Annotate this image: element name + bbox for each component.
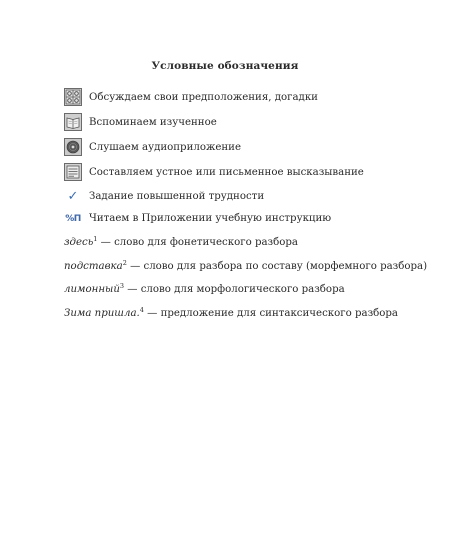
- legend-item-appendix: [64, 213, 331, 224]
- example-text: — слово для разбора по составу (морфемного разбора): [126, 261, 428, 272]
- example-word: подставка: [64, 261, 123, 272]
- legend-item-difficult: [64, 189, 264, 204]
- legend-text-discuss: Обсуждаем свои предположения, догадки: [89, 91, 318, 103]
- example-word: здесь: [64, 237, 94, 248]
- footnote-marker: 3: [119, 282, 125, 290]
- legend-item-audio: [64, 138, 241, 156]
- example-text: — предложение для синтаксического разбора: [143, 308, 398, 319]
- writing-lines-icon: [64, 163, 82, 181]
- footnote-marker: 4: [139, 306, 144, 314]
- app-link-icon: %П: [65, 213, 81, 224]
- example-morphemic: [64, 261, 427, 272]
- footnote-marker: 2: [122, 259, 127, 267]
- legend-item-discuss: [64, 88, 318, 106]
- example-word: лимонный: [64, 284, 120, 295]
- footnote-marker: 1: [93, 235, 98, 243]
- example-text: — слово для фонетического разбора: [97, 237, 298, 248]
- legend-text-compose: Составляем устное или письменное высказывание: [89, 166, 364, 178]
- legend-text-recall: Вспоминаем изученное: [89, 116, 217, 128]
- example-phonetic: [64, 237, 298, 248]
- example-morphological: [64, 284, 345, 295]
- legend-item-recall: [64, 113, 217, 131]
- audio-disc-icon: [64, 138, 82, 156]
- discussion-grid-icon: [64, 88, 82, 106]
- example-sentence: Зима пришла.: [64, 308, 140, 319]
- legend-item-compose: [64, 163, 364, 181]
- example-syntactic: [64, 308, 398, 319]
- open-book-icon: [64, 113, 82, 131]
- checkmark-icon: ✓: [67, 189, 79, 204]
- legend-text-audio: Слушаем аудиоприложение: [89, 141, 241, 153]
- legend-text-appendix: Читаем в Приложении учебную инструкцию: [89, 213, 332, 224]
- legend-text-difficult: Задание повышенной трудности: [89, 191, 265, 202]
- page-title: Условные обозначения: [151, 60, 299, 72]
- example-text: — слово для морфологического разбора: [124, 284, 345, 295]
